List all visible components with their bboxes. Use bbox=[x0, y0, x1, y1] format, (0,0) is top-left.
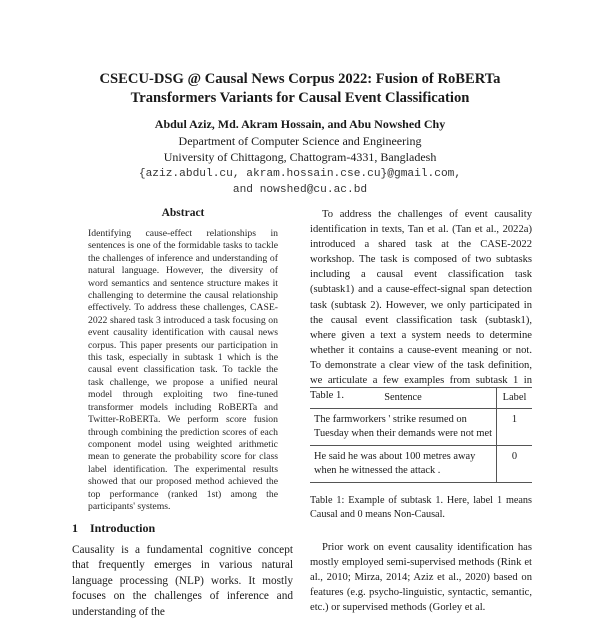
table-row bbox=[310, 446, 532, 483]
paper-title bbox=[40, 70, 560, 108]
example-table bbox=[310, 387, 532, 483]
affiliation-department: Department of Computer Science and Engineering bbox=[178, 133, 422, 148]
abstract-text: Identifying cause-effect relationships in sentences is one of the formidable tasks to tackle the challenges of inference and understanding of natural language. However, the diversity of word semantics and sentence structure makes it challenging to determine the causal relationship effectively. To address these challenges, CASE-2022 shared task 3 introduced a task focusing on event causality identification with causal news corpus. This paper presents our participation in this task, especially in subtask 1 which is the causal event classification task. To tackle the task challenge, we propose a unified neural model through exploiting two fine-tuned transformer models including RoBERTa and Twitter-RoBERTa. We perform score fusion through combining the prediction scores of each component model using weighted arithmetic mean to generate the probability score for class label identification. The experimental results showed that our proposed method achieved the top performance (ranked 1st) among the participants' systems. bbox=[88, 228, 278, 512]
table-header-sentence: Sentence bbox=[310, 388, 497, 409]
author-names: Abdul Aziz, Md. Akram Hossain, and Abu Nowshed Chy bbox=[154, 117, 446, 131]
right-column-paragraph bbox=[310, 207, 532, 403]
table-cell-label: 1 bbox=[497, 409, 533, 446]
table-cell-sentence: He said he was about 100 metres away when he witnessed the attack . bbox=[310, 446, 497, 483]
author-block bbox=[60, 116, 540, 199]
table-cell-sentence: The farmworkers ' strike resumed on Tuesday when their demands were not met bbox=[310, 409, 497, 446]
abstract-heading: Abstract bbox=[161, 207, 205, 219]
table-cell-label: 0 bbox=[497, 446, 533, 483]
prior-work-paragraph: Prior work on event causality identification has mostly employed semi-supervised methods (Rink et al., 2010; Mirza, 2014; Aziz et al., 2020) based on features (e.g. psycho-linguistic, syntactic, semantic, etc.) or supervised methods (Gorley et al. bbox=[310, 542, 532, 614]
table-row bbox=[310, 409, 532, 446]
section-title: Introduction bbox=[90, 521, 156, 535]
table-header-row bbox=[310, 388, 532, 409]
author-emails-line-2: and nowshed@cu.ac.bd bbox=[232, 184, 368, 196]
table-header-label: Label bbox=[497, 388, 533, 409]
section-number: 1 bbox=[72, 521, 78, 535]
task-description-paragraph: To address the challenges of event causality identification in texts, Tan et al. (Tan et al., 2022a) introduced a shared task at the CASE-2022 workshop. The task is composed of two subtasks including a causal event classification task (subtask1) and a cause-effect-signal span detection task (subtask 2). However, we only participated in the causal event classification task (subtask1), where given a text a system needs to determine whether it contains a cause-event meaning or not. To demonstrate a clear view of the task definition, we articulate a few examples from subtask 1 in Table 1. bbox=[310, 209, 532, 402]
author-emails-line-1: {aziz.abdul.cu, akram.hossain.cse.cu}@gmail.com, bbox=[138, 167, 462, 180]
introduction-text: Causality is a fundamental cognitive concept that frequently emerges in various natural language processing (NLP) works. It mostly focuses on the challenges of inference and understanding of the bbox=[72, 544, 293, 618]
title-line-2: Transformers Variants for Causal Event Classification bbox=[130, 90, 470, 106]
title-line-1: CSECU-DSG @ Causal News Corpus 2022: Fusion of RoBERTa bbox=[99, 71, 501, 87]
table-caption: Table 1: Example of subtask 1. Here, label 1 means Causal and 0 means Non-Causal. bbox=[310, 495, 532, 520]
affiliation-university: University of Chittagong, Chattogram-4331, Bangladesh bbox=[163, 150, 437, 164]
section-heading-introduction bbox=[72, 521, 155, 536]
